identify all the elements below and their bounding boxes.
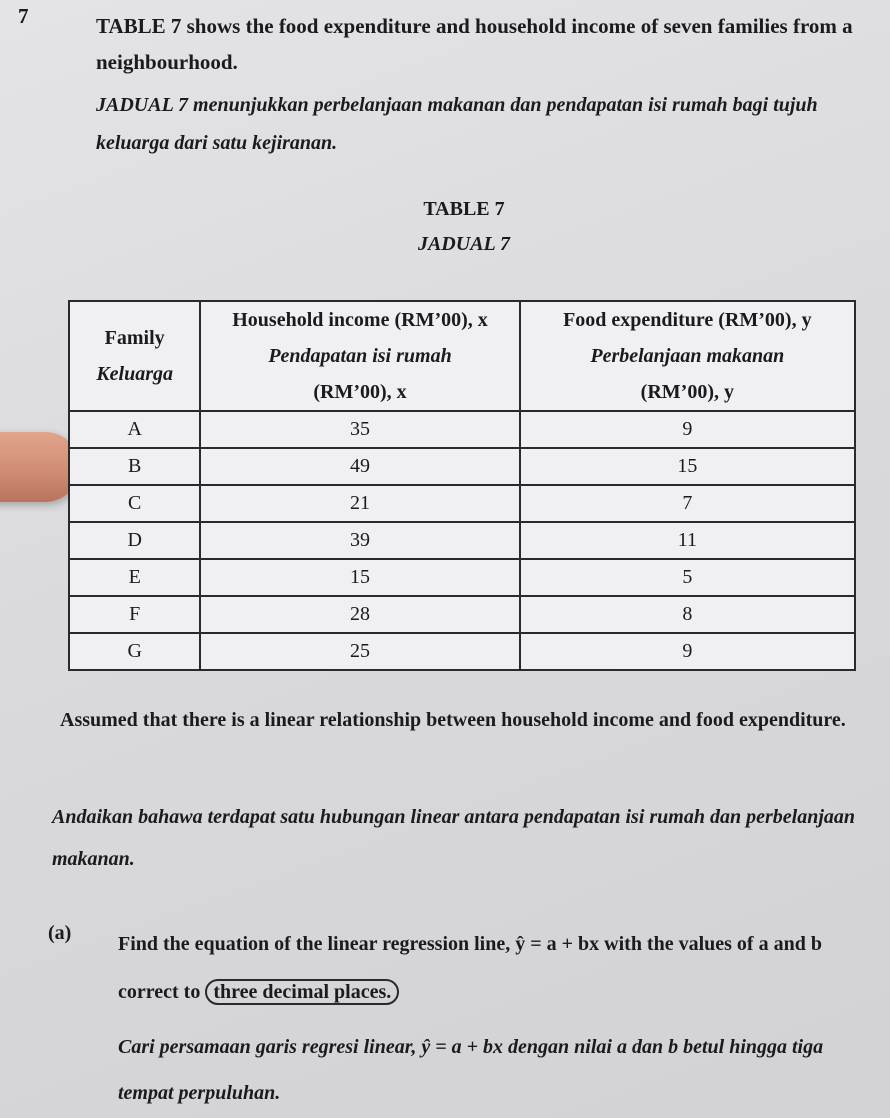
data-table: [68, 300, 856, 671]
cell-food: 8: [520, 596, 855, 633]
circled-annotation: three decimal places.: [205, 979, 399, 1005]
part-a-malay: Cari persamaan garis regresi linear, ŷ = a + bx dengan nilai a dan b betul hingga tiga tempat perpuluhan.: [118, 1036, 824, 1104]
header-income-en: Household income (RM’00), x: [232, 309, 488, 331]
cell-income: 28: [200, 596, 519, 633]
table-caption-malay: JADUAL 7: [417, 233, 511, 255]
table-row: [69, 596, 855, 633]
header-food: [520, 301, 855, 411]
header-food-en: Food expenditure (RM’00), y: [563, 309, 812, 331]
table-caption-english: TABLE 7: [423, 198, 505, 220]
header-family-ms: Keluarga: [96, 363, 174, 385]
cell-income: 15: [200, 559, 519, 596]
question-number: 7: [18, 4, 29, 28]
cell-family: G: [69, 633, 200, 670]
header-family-en: Family: [104, 327, 165, 349]
cell-family: F: [69, 596, 200, 633]
part-a-label: (a): [48, 922, 72, 944]
part-a-english-text: Find the equation of the linear regression line, ŷ = a + bx with the values of a and b correct to: [118, 933, 822, 1003]
table-row: [69, 485, 855, 522]
intro-malay: JADUAL 7 menunjukkan perbelanjaan makanan dan pendapatan isi rumah bagi tujuh keluarga dari satu kejiranan.: [96, 94, 818, 154]
header-food-ms: Perbelanjaan makanan: [590, 345, 785, 367]
header-income-unit: (RM’00), x: [313, 381, 407, 403]
header-family: [69, 301, 200, 411]
table-row: [69, 559, 855, 596]
intro-english: TABLE 7 shows the food expenditure and household income of seven families from a neighbourhood.: [96, 14, 853, 74]
cell-income: 21: [200, 485, 519, 522]
cell-food: 11: [520, 522, 855, 559]
cell-family: B: [69, 448, 200, 485]
cell-family: C: [69, 485, 200, 522]
header-income: [200, 301, 519, 411]
cell-food: 9: [520, 411, 855, 448]
header-income-ms: Pendapatan isi rumah: [268, 345, 452, 367]
cell-income: 49: [200, 448, 519, 485]
cell-food: 9: [520, 633, 855, 670]
cell-food: 5: [520, 559, 855, 596]
header-food-unit: (RM’00), y: [640, 381, 734, 403]
table-row: [69, 522, 855, 559]
assumption-malay: Andaikan bahawa terdapat satu hubungan linear antara pendapatan isi rumah dan perbelanjaan makanan.: [52, 806, 855, 870]
assumption-english: Assumed that there is a linear relationship between household income and food expenditure.: [60, 709, 846, 731]
cell-food: 15: [520, 448, 855, 485]
cell-food: 7: [520, 485, 855, 522]
cell-income: 35: [200, 411, 519, 448]
cell-family: D: [69, 522, 200, 559]
cell-income: 25: [200, 633, 519, 670]
part-a-english: [118, 920, 878, 1016]
table-row: [69, 633, 855, 670]
cell-income: 39: [200, 522, 519, 559]
table-row: [69, 448, 855, 485]
table-header-row: [69, 301, 855, 411]
cell-family: A: [69, 411, 200, 448]
cell-family: E: [69, 559, 200, 596]
table-row: [69, 411, 855, 448]
